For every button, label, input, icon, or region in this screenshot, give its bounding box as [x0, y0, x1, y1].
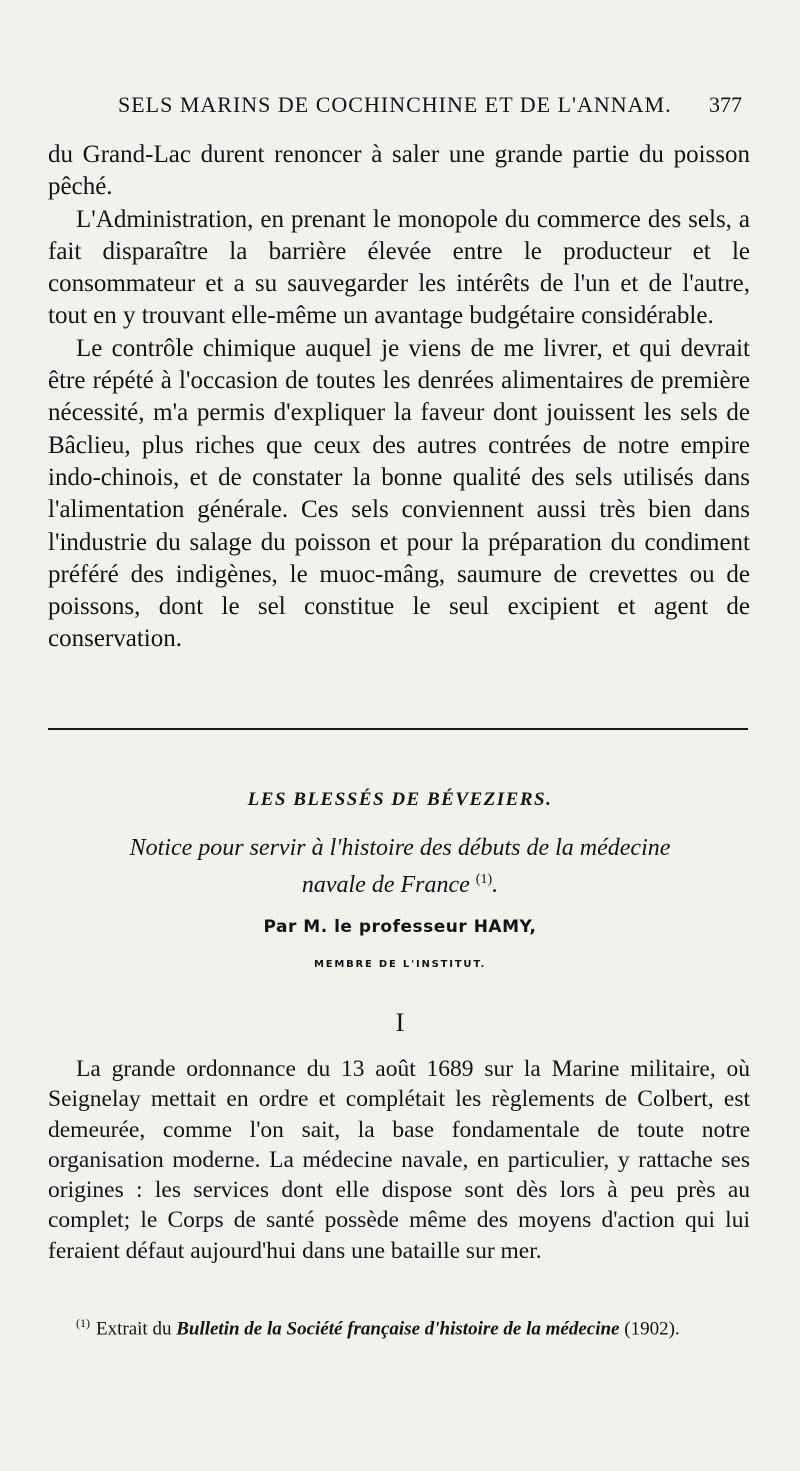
- section-divider: [48, 728, 748, 730]
- footnote-text-after: (1902).: [624, 1318, 680, 1340]
- footnote-reference[interactable]: (1): [475, 872, 493, 887]
- article-title: LES BLESSÉS DE BÉVEZIERS.: [247, 789, 553, 810]
- page-number: 377: [709, 92, 742, 117]
- byline: Par M. le professeur HAMY,: [263, 917, 537, 937]
- author-affiliation: MEMBRE DE L'INSTITUT.: [313, 959, 487, 970]
- section-numeral: I: [395, 1008, 405, 1037]
- paragraph: L'Administration, en prenant le monopole du commerce des sels, a fait disparaître la barrière élevée entre le producteur et le consommateur et a su sauvegarder les intérêts de l'un et de l'autre, tout en y trouvant elle-même un avantage budgétaire considérable.: [48, 205, 750, 330]
- article-subtitle-end: .: [492, 872, 499, 898]
- article-subtitle: [100, 832, 700, 901]
- footnote-mark: (1): [76, 1316, 90, 1330]
- footnote-source: Bulletin de la Société française d'histoire de la médecine: [176, 1318, 620, 1340]
- running-head-title: SELS MARINS DE COCHINCHINE ET DE L'ANNAM.: [118, 92, 672, 117]
- running-head: [118, 92, 742, 118]
- footnote-text-before: Extrait du: [96, 1318, 172, 1340]
- footnote: [50, 1309, 750, 1343]
- body-text-article: [48, 1054, 750, 1266]
- paragraph: du Grand-Lac durent renoncer à saler une grande partie du poisson pêché.: [48, 141, 750, 201]
- article-subtitle-text: Notice pour servir à l'histoire des débuts de la médecine navale de France: [129, 835, 671, 898]
- body-text-section-1: [48, 139, 750, 656]
- paragraph: Le contrôle chimique auquel je viens de me livrer, et qui devrait être répété à l'occasion de toutes les denrées alimentaires de première nécessité, m'a permis d'expliquer la faveur dont jouissent les sels de Bâclieu, plus riches que ceux des autres contrées de notre empire indo-chinois, et de constater la bonne qualité des sels utilisés dans l'alimentation générale. Ces sels conviennent aussi très bien dans l'industrie du salage du poisson et pour la préparation du condiment préféré des indigènes, le muoc-mâng, saumure de crevettes ou de poissons, dont le sel constitue le seul excipient et agent de conservation.: [48, 334, 750, 653]
- paragraph: La grande ordonnance du 13 août 1689 sur la Marine militaire, où Seignelay mettait en ordre et complétait les règlements de Colbert, est demeurée, comme l'on sait, la base fondamentale de toute notre organisation moderne. La médecine navale, en particulier, y rattache ses origines : les services dont elle dispose sont dès lors à peu près au complet; le Corps de santé possède même des moyens d'action qui lui feraient défaut aujourd'hui dans une bataille sur mer.: [48, 1056, 750, 1264]
